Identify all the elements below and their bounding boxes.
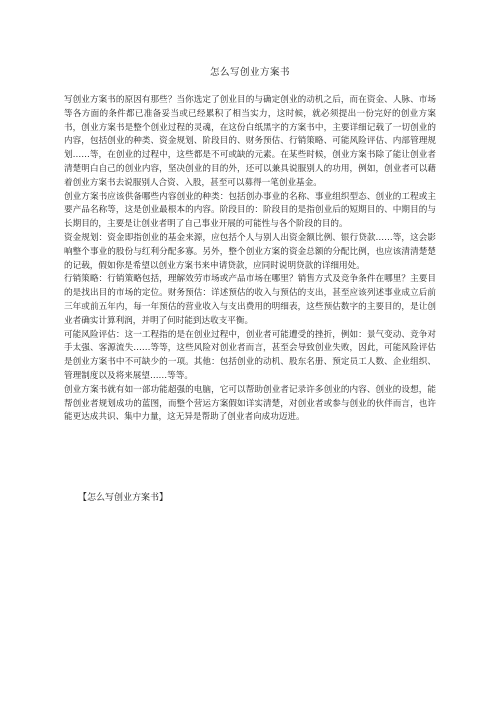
paragraph-6: 创业方案书就有如一部功能超强的电脑，它可以帮助创业者记录许多创业的内容、创业的设想，能帮创业者规划成功的蓝图，而整个营运方案假如详实清楚，对创业者或参与创业的伙伴而言，也许能更达成共识、集中力量，这无异是帮助了创业者向成功迈进。 <box>64 384 436 423</box>
paragraph-2: 创业方案书应该供备哪些内容创业的种类：包括创办事业的名称、事业组织型态、创业的工程或主要产品名称等，这是创业最根本的内容。阶段目的：阶段目的是指创业后的短期目的、中期目的与长期目的，主要是让创业者明了自己事业开展的可能性与各个阶段的目的。 <box>64 191 436 230</box>
document-title: 怎么写创业方案书 <box>209 67 290 78</box>
document-body <box>64 94 436 425</box>
paragraph-4: 行销策略：行销策略包括，理解效劳市场或产品市场在哪里？销售方式及竞争条件在哪里？主要目的是找出目的市场的定位。财务预估：详述预估的收入与预估的支出，甚至应该列述事业成立后前三年或前五年内，每一年预估的营业收入与支出费用的明细表，这些预估数字的主要目的，是让创业者确实计算利润，并明了何时能到达收支平衡。 <box>64 274 436 326</box>
paragraph-5: 可能风险评估：这一工程指的是在创业过程中，创业者可能遭受的挫折，例如：景气变动、竞争对手太强、客源流失……等等，这些风险对创业者而言，甚至会导致创业失败，因此，可能风险评估是创业方案书中不可缺少的一项。其他：包括创业的动机、股东名册、预定员工人数、企业组织、管理制度以及将来展望……等等。 <box>64 329 436 381</box>
paragraph-3: 资金规划：资金即指创业的基金来源，应包括个人与别人出资金额比例、银行贷款……等，这会影响整个事业的股份与红利分配多寡。另外，整个创业方案的资金总额的分配比例，也应该清清楚楚的记载，假如你是希望以创业方案书来申请贷款，应同时说明贷款的详细用处。 <box>64 232 436 271</box>
paragraph-1: 写创业方案书的原因有那些？当你选定了创业目的与确定创业的动机之后，而在资金、人脉、市场等各方面的条件都已准备妥当或已经累积了相当实力，这时候，就必须提出一份完好的创业方案书，创业方案书是整个创业过程的灵魂，在这份白纸黑字的方案书中，主要详细记载了一切创业的内容，包括创业的种类、资金规划、阶段目的、财务预估、行销策略、可能风险评估、内部管理规划……等，在创业的过程中，这些都是不可或缺的元素。在某些时候，创业方案书除了能让创业者清楚明白自己的创业内容，坚决创业的目的外，还可以兼具说服别人的功用，例如，创业者可以藉着创业方案书去说服别人合资、入股，甚至可以募得一笔创业基金。 <box>64 95 436 188</box>
document-footer-tag: 【怎么写创业方案书】 <box>78 493 169 503</box>
